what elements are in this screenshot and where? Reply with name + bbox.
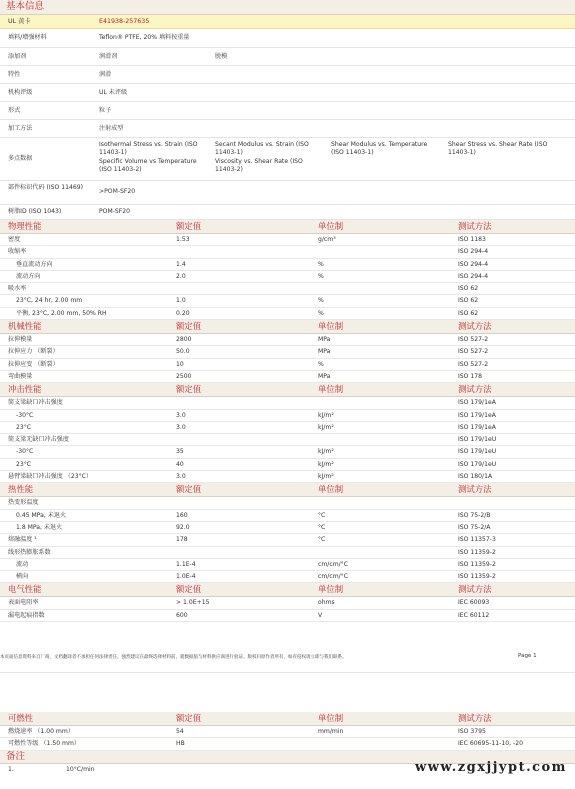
cell-method: ISO 527-2 (458, 360, 489, 368)
cell-label: 流动方向 (16, 272, 41, 280)
cell-unit: kJ/m² (318, 448, 334, 456)
form-label: 形式 (8, 107, 21, 114)
cell-label: 悬臂梁缺口冲击强度 （23°C） (8, 473, 93, 481)
resin-id-label: 树脂ID (ISO 1043) (8, 208, 62, 215)
cell-unit: kJ/m² (318, 423, 334, 431)
disclaimer-text: 本页面信息资料来自厂商，文档翻译者不承担任何法律责任。强烈建议在最终选择材料前，就数据值与材料供应商进行验证。版权归原作者所有，如有侵权请立即与我们联系。 (0, 655, 347, 660)
page-number: Page 1 (518, 653, 537, 659)
electrical-section-header (0, 583, 575, 597)
agency-row (0, 84, 575, 102)
page-footer (0, 654, 575, 660)
cell-value: 10 (176, 360, 184, 368)
table-row (0, 510, 575, 522)
cell-label: 横向 (16, 573, 29, 581)
notes-title: 备注 (0, 751, 575, 764)
physical-header-nominal: 额定值 (176, 221, 202, 231)
cell-method: ISO 179/1eU (458, 460, 497, 468)
table-row (0, 547, 575, 559)
cell-unit: cm/cm/°C (318, 573, 348, 581)
cell-label: 拉伸应变 （断裂） (8, 360, 59, 368)
cell-method: ISO 179/1eU (458, 448, 497, 456)
cell-value: 92.0 (176, 523, 190, 531)
cell-method: ISO 179/1eA (458, 411, 496, 419)
electrical-header-method: 测试方法 (458, 584, 492, 595)
flammability-header-method: 测试方法 (458, 713, 492, 723)
thermal-header-nominal: 额定值 (176, 484, 202, 495)
cell-label: 吸水率 (8, 285, 27, 293)
page-gap (0, 672, 575, 714)
cell-unit: °C (318, 536, 326, 544)
cell-method: IEC 60112 (458, 611, 490, 619)
table-row (0, 246, 575, 258)
table-row (0, 295, 575, 307)
cell-label: 简支梁缺口冲击强度 (8, 399, 63, 407)
cell-method: ISO 180/1A (458, 473, 493, 481)
cell-value: 40 (176, 460, 184, 468)
table-row (0, 446, 575, 458)
mechanical-header-unit: 单位制 (318, 321, 344, 332)
cell-value: 1.1E-4 (176, 560, 196, 568)
additive-row (0, 48, 575, 66)
ul-yellow-card-row (0, 15, 575, 29)
cell-unit: g/cm³ (318, 236, 336, 243)
flammability-header-title: 可燃性 (8, 713, 34, 723)
electrical-header-title: 电气性能 (8, 584, 42, 595)
form-value: 粒子 (99, 107, 112, 114)
cell-method: IEC 60093 (458, 599, 490, 607)
electrical-header-unit: 单位制 (318, 584, 344, 595)
cell-label: 漏电起痕指数 (8, 611, 45, 619)
cell-method: ISO 179/1eU (458, 436, 497, 444)
ul-label: UL 黄卡 (8, 18, 31, 25)
cell-method: ISO 62 (458, 297, 479, 305)
note-text: 10°C/min (66, 765, 95, 773)
cell-label: 可燃性等级 （1.50 mm） (8, 740, 80, 748)
mechanical-section-header (0, 320, 575, 334)
table-row (0, 346, 575, 358)
physical-section-header (0, 220, 575, 234)
cell-unit: % (318, 360, 324, 368)
flammability-header-nominal: 额定值 (176, 713, 202, 723)
cell-unit: % (318, 297, 324, 305)
cell-value: 1.0 (176, 297, 186, 305)
part-code-row (0, 181, 575, 205)
cell-method: ISO 11357-3 (458, 536, 496, 544)
property-value: 润滑 (99, 71, 112, 78)
cell-value: 0.20 (176, 309, 190, 317)
multipoint-link[interactable]: Specific Volume vs Temperature (ISO 11403-2) (99, 158, 197, 173)
cell-method: ISO 62 (458, 309, 479, 317)
table-row (0, 397, 575, 409)
additive-label: 添加剂 (8, 53, 27, 60)
table-row (0, 522, 575, 534)
cell-label: -30°C (16, 411, 34, 419)
process-label: 加工方法 (8, 125, 33, 132)
cell-label: 线形热膨胀系数 (8, 548, 51, 556)
cell-method: ISO 75-2/B (458, 511, 491, 519)
multipoint-link[interactable]: Shear Modulus vs. Temperature (ISO 11403-1) (331, 141, 428, 156)
multipoint-link[interactable]: Shear Stress vs. Shear Rate (ISO 11403-1) (448, 141, 548, 156)
cell-method: ISO 294-4 (458, 248, 489, 256)
cell-method: ISO 1183 (458, 236, 486, 243)
additive-value-1: 润滑剂 (99, 53, 118, 60)
table-row (0, 271, 575, 283)
cell-method: ISO 294-4 (458, 260, 489, 268)
agency-value: UL 未评级 (99, 89, 128, 96)
cell-value: 3.0 (176, 411, 186, 419)
cell-unit: MPa (318, 372, 331, 380)
impact-section-header (0, 383, 575, 397)
cell-label: 平衡, 23°C, 2.00 mm, 50% RH (16, 309, 107, 317)
table-row (0, 738, 575, 750)
property-row (0, 66, 575, 84)
cell-label: 垂直流动方向 (16, 260, 53, 268)
table-row (0, 459, 575, 471)
cell-unit: V (318, 611, 323, 619)
mechanical-header-title: 机械性能 (8, 321, 42, 332)
multipoint-link[interactable]: Isothermal Stress vs. Strain (ISO 11403-1) (99, 141, 198, 156)
cell-method: ISO 3795 (458, 728, 486, 735)
physical-header-title: 物理性能 (8, 221, 42, 231)
cell-label: 流动 (16, 560, 29, 568)
filler-label: 填料/增强材料 (8, 34, 47, 41)
cell-value: 600 (176, 611, 188, 619)
datasheet-page-2 (0, 712, 575, 789)
impact-header-nominal: 额定值 (176, 384, 202, 395)
cell-label: 23°C, 24 hr, 2.00 mm (16, 297, 83, 305)
cell-label: 23°C (16, 423, 32, 431)
cell-label: 表面电阻率 (8, 599, 39, 607)
mechanical-header-nominal: 额定值 (176, 321, 202, 332)
cell-value: 3.0 (176, 473, 186, 481)
flammability-section-header (0, 712, 575, 726)
table-row (0, 334, 575, 346)
filler-value: Teflon® PTFE, 20% 填料按重量 (99, 34, 190, 41)
table-row (0, 410, 575, 422)
physical-header-unit: 单位制 (318, 221, 344, 231)
cell-method: ISO 527-2 (458, 348, 489, 356)
multipoint-row (0, 138, 575, 181)
cell-unit: °C (318, 511, 326, 519)
cell-unit: % (318, 309, 324, 317)
table-row (0, 259, 575, 271)
watermark: www.zgxjjypt.com (415, 760, 567, 775)
cell-label: 熔融温度 ¹ (8, 536, 37, 544)
cell-value: HB (176, 740, 185, 748)
cell-value: 3.0 (176, 423, 186, 431)
cell-value: 2500 (176, 372, 192, 380)
cell-value: 2.0 (176, 272, 186, 280)
table-row (0, 283, 575, 295)
cell-value: 54 (176, 728, 184, 735)
table-row (0, 434, 575, 446)
cell-unit: MPa (318, 348, 331, 356)
cell-unit: ohms (318, 599, 335, 607)
cell-value: 1.53 (176, 236, 190, 243)
process-row (0, 120, 575, 138)
property-label: 特性 (8, 71, 21, 78)
cell-method: ISO 294-4 (458, 272, 489, 280)
agency-label: 机构评级 (8, 89, 33, 96)
cell-value: > 1.0E+15 (176, 599, 210, 607)
multipoint-label: 多点数据 (8, 155, 33, 162)
cell-value: 1.0E-4 (176, 573, 196, 581)
cell-unit: kJ/m² (318, 411, 334, 419)
physical-header-method: 测试方法 (458, 221, 492, 231)
cell-unit: % (318, 260, 324, 268)
cell-method: ISO 62 (458, 285, 479, 293)
thermal-header-unit: 单位制 (318, 484, 344, 495)
cell-method: ISO 527-2 (458, 336, 489, 344)
table-row (0, 497, 575, 509)
additive-value-2: 脱模 (215, 53, 228, 60)
table-row (0, 308, 575, 320)
cell-value: 1.4 (176, 260, 186, 268)
cell-method: ISO 11359-2 (458, 573, 496, 581)
cell-label: 燃烧速率 （1.00 mm） (8, 728, 74, 735)
resin-id-value: POM-SF20 (99, 208, 131, 215)
cell-unit: mm/min (318, 728, 344, 735)
cell-method: ISO 11359-2 (458, 548, 496, 556)
cell-label: 热变形温度 (8, 499, 39, 507)
cell-method: ISO 75-2/A (458, 523, 491, 531)
multipoint-link[interactable]: Viscosity vs. Shear Rate (ISO 11403-2) (215, 158, 303, 173)
table-row (0, 610, 575, 622)
table-row (0, 371, 575, 383)
cell-method: ISO 179/1eA (458, 423, 496, 431)
cell-method: ISO 11359-2 (458, 560, 496, 568)
cell-value: 35 (176, 448, 184, 456)
cell-label: 收缩率 (8, 248, 27, 256)
cell-value: 178 (176, 536, 188, 544)
process-value: 注射成型 (99, 125, 124, 132)
thermal-section-header (0, 483, 575, 497)
table-row (0, 234, 575, 246)
impact-header-title: 冲击性能 (8, 384, 42, 395)
table-row (0, 597, 575, 609)
cell-method: ISO 178 (458, 372, 483, 380)
cell-label: 密度 (8, 236, 21, 243)
cell-method: IEC 60695-11-10, -20 (458, 740, 523, 748)
cell-value: 160 (176, 511, 188, 519)
thermal-header-title: 热性能 (8, 484, 34, 495)
table-row (0, 571, 575, 583)
cell-label: 简支梁无缺口冲击强度 (8, 436, 69, 444)
cell-unit: °C (318, 523, 326, 531)
part-code-label: 部件标识代码 (ISO 11469) (8, 184, 84, 191)
cell-unit: kJ/m² (318, 473, 334, 481)
flammability-header-unit: 单位制 (318, 713, 344, 723)
part-code-value: >POM-SF20 (99, 188, 136, 195)
cell-label: 弯曲模量 (8, 372, 33, 380)
cell-label: 拉伸模量 (8, 336, 33, 344)
cell-value: 50.0 (176, 348, 190, 356)
cell-value: 2800 (176, 336, 192, 344)
table-row (0, 422, 575, 434)
cell-method: ISO 179/1eA (458, 399, 496, 407)
filler-row (0, 29, 575, 48)
cell-unit: cm/cm/°C (318, 560, 348, 568)
thermal-header-method: 测试方法 (458, 484, 492, 495)
table-row (0, 726, 575, 738)
form-row (0, 102, 575, 120)
impact-header-method: 测试方法 (458, 384, 492, 395)
table-row (0, 471, 575, 483)
basic-info-title: 基本信息 (0, 0, 575, 15)
table-row (0, 359, 575, 371)
cell-label: -30°C (16, 448, 34, 456)
cell-unit: MPa (318, 336, 331, 344)
note-number: 1. (8, 765, 14, 773)
ul-value[interactable]: E41938-257635 (99, 18, 150, 25)
cell-label: 1.8 MPa, 未退火 (16, 523, 63, 531)
cell-label: 23°C (16, 460, 32, 468)
cell-unit: kJ/m² (318, 460, 334, 468)
cell-label: 0.45 MPa, 未退火 (16, 511, 67, 519)
cell-label: 拉伸应力 （断裂） (8, 348, 59, 356)
table-row (0, 559, 575, 571)
resin-id-row (0, 205, 575, 220)
multipoint-link[interactable]: Secant Modulus vs. Strain (ISO 11403-1) (215, 141, 309, 156)
impact-header-unit: 单位制 (318, 384, 344, 395)
cell-unit: % (318, 272, 324, 280)
electrical-header-nominal: 额定值 (176, 584, 202, 595)
mechanical-header-method: 测试方法 (458, 321, 492, 332)
table-row (0, 534, 575, 546)
